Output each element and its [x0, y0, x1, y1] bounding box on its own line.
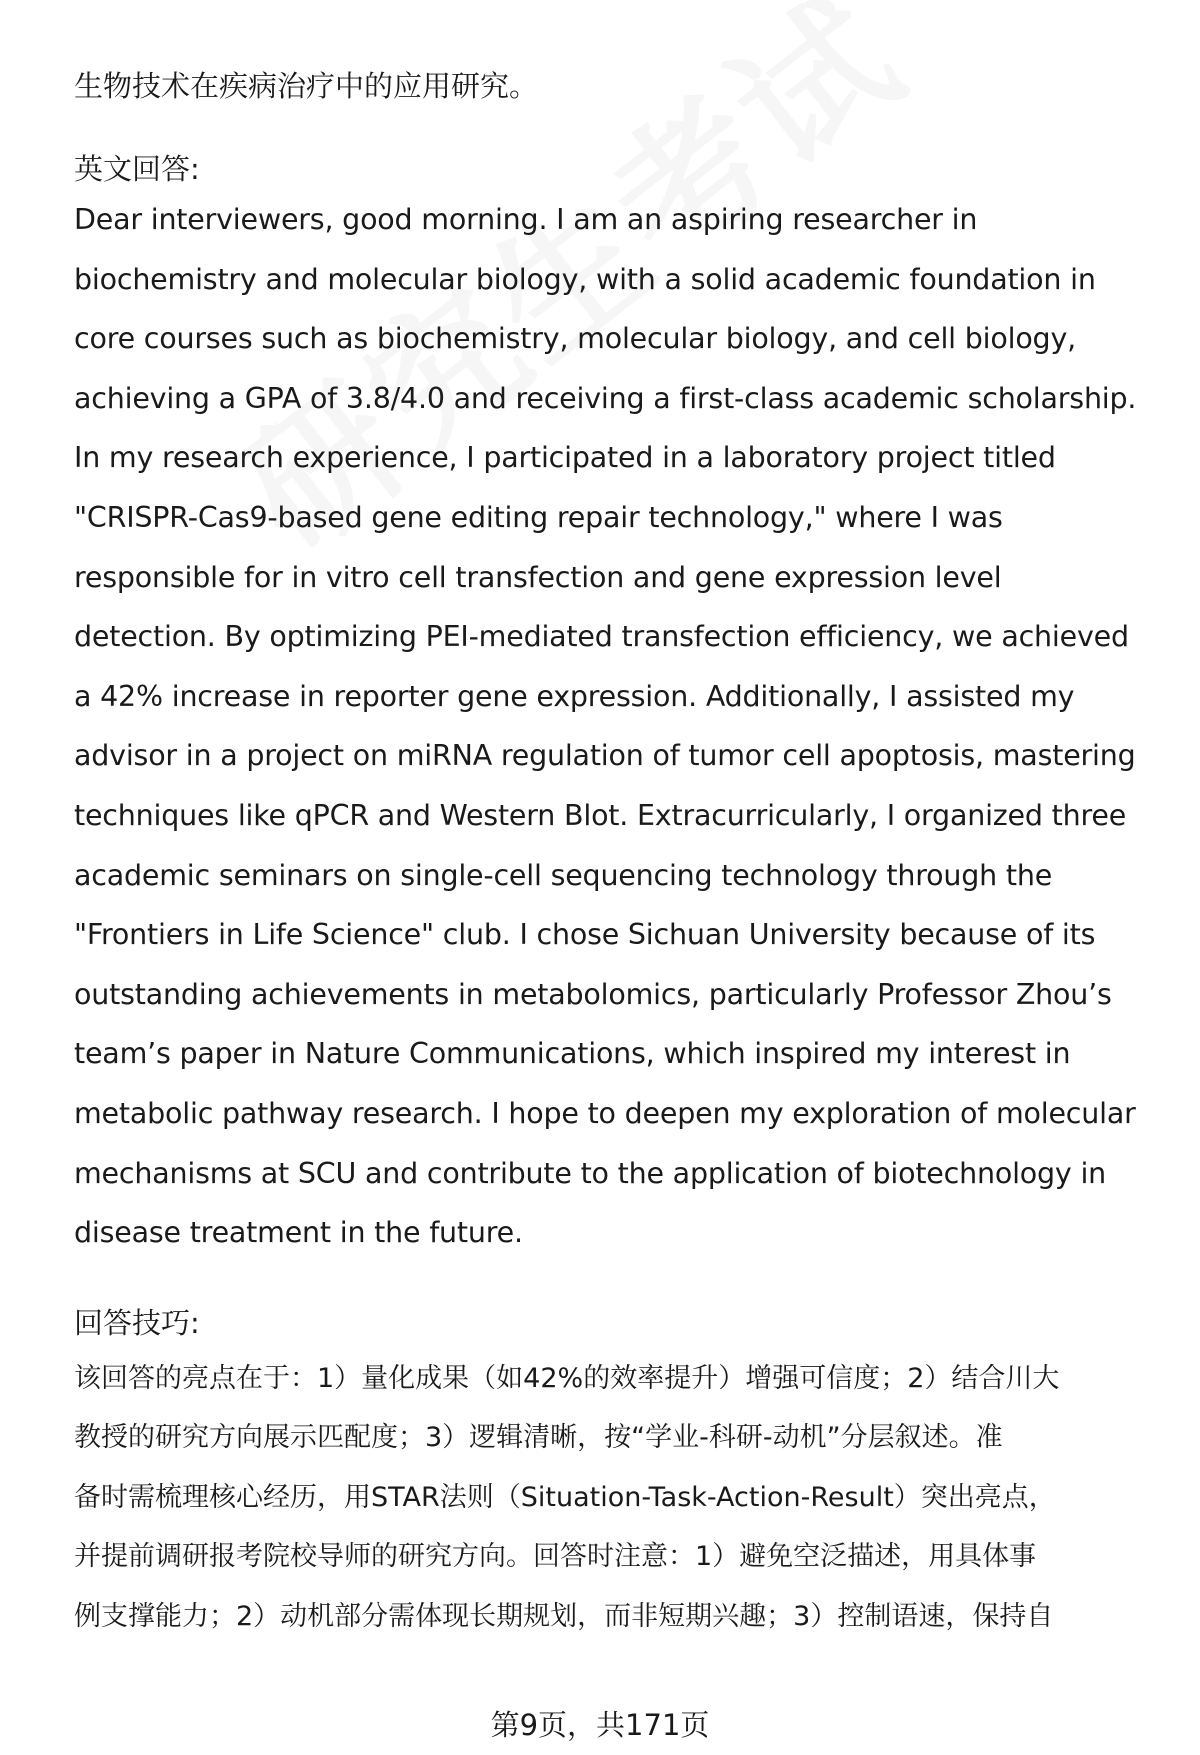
english-answer-paragraph	[74, 190, 1154, 1263]
english-answer-line: achieving a GPA of 3.8/4.0 and receiving a first-class academic scholarship.	[74, 381, 1137, 415]
tips-line: 并提前调研报考院校导师的研究方向。回答时注意：1）避免空泛描述，用具体事	[74, 1541, 1037, 1573]
tips-heading: 回答技巧:	[74, 1305, 200, 1340]
english-answer-line: outstanding achievements in metabolomics, particularly Professor Zhou’s	[74, 977, 1112, 1011]
tips-paragraph	[74, 1349, 1154, 1647]
tips-line: 例支撑能力；2）动机部分需体现长期规划，而非短期兴趣；3）控制语速，保持自	[74, 1601, 1054, 1633]
english-answer-line: core courses such as biochemistry, molecular biology, and cell biology,	[74, 322, 1076, 356]
english-answer-line: Dear interviewers, good morning. I am an aspiring researcher in	[74, 203, 978, 236]
english-answer-line: detection. By optimizing PEI-mediated transfection efficiency, we achieved	[74, 620, 1129, 654]
tips-line: 该回答的亮点在于：1）量化成果（如42%的效率提升）增强可信度；2）结合川大	[74, 1362, 1060, 1394]
english-answer-line: a 42% increase in reporter gene expression. Additionally, I assisted my	[74, 679, 1075, 713]
english-answer-line: In my research experience, I participated in a laboratory project titled	[74, 441, 1056, 475]
english-answer-line: academic seminars on single-cell sequencing technology through the	[74, 858, 1053, 892]
english-answer-line: mechanisms at SCU and contribute to the application of biotechnology in	[74, 1156, 1107, 1190]
english-answer-line: techniques like qPCR and Western Blot. Extracurricularly, I organized three	[74, 798, 1127, 832]
english-answer-line: responsible for in vitro cell transfection and gene expression level	[74, 560, 1002, 594]
english-answer-line: biochemistry and molecular biology, with a solid academic foundation in	[74, 262, 1096, 296]
page-content	[74, 66, 1154, 1647]
english-answer-line: team’s paper in Nature Communications, which inspired my interest in	[74, 1037, 1071, 1071]
english-answer-line: disease treatment in the future.	[74, 1216, 523, 1250]
english-answer-line: "CRISPR-Cas9-based gene editing repair technology," where I was	[74, 500, 1003, 534]
english-answer-line: "Frontiers in Life Science" club. I chose Sichuan University because of its	[74, 918, 1096, 952]
english-answer-heading: 英文回答:	[74, 152, 200, 186]
intro-tail-text: 生物技术在疾病治疗中的应用研究。	[74, 69, 539, 103]
english-answer-line: metabolic pathway research. I hope to deepen my exploration of molecular	[74, 1096, 1136, 1130]
tips-line: 备时需梳理核心经历，用STAR法则（Situation-Task-Action-Result）突出亮点，	[74, 1481, 1056, 1513]
tips-line: 教授的研究方向展示匹配度；3）逻辑清晰，按“学业-科研-动机”分层叙述。准	[74, 1422, 1003, 1454]
page-number-footer: 第9页，共171页	[490, 1708, 710, 1742]
english-answer-line: advisor in a project on miRNA regulation of tumor cell apoptosis, mastering	[74, 739, 1136, 773]
